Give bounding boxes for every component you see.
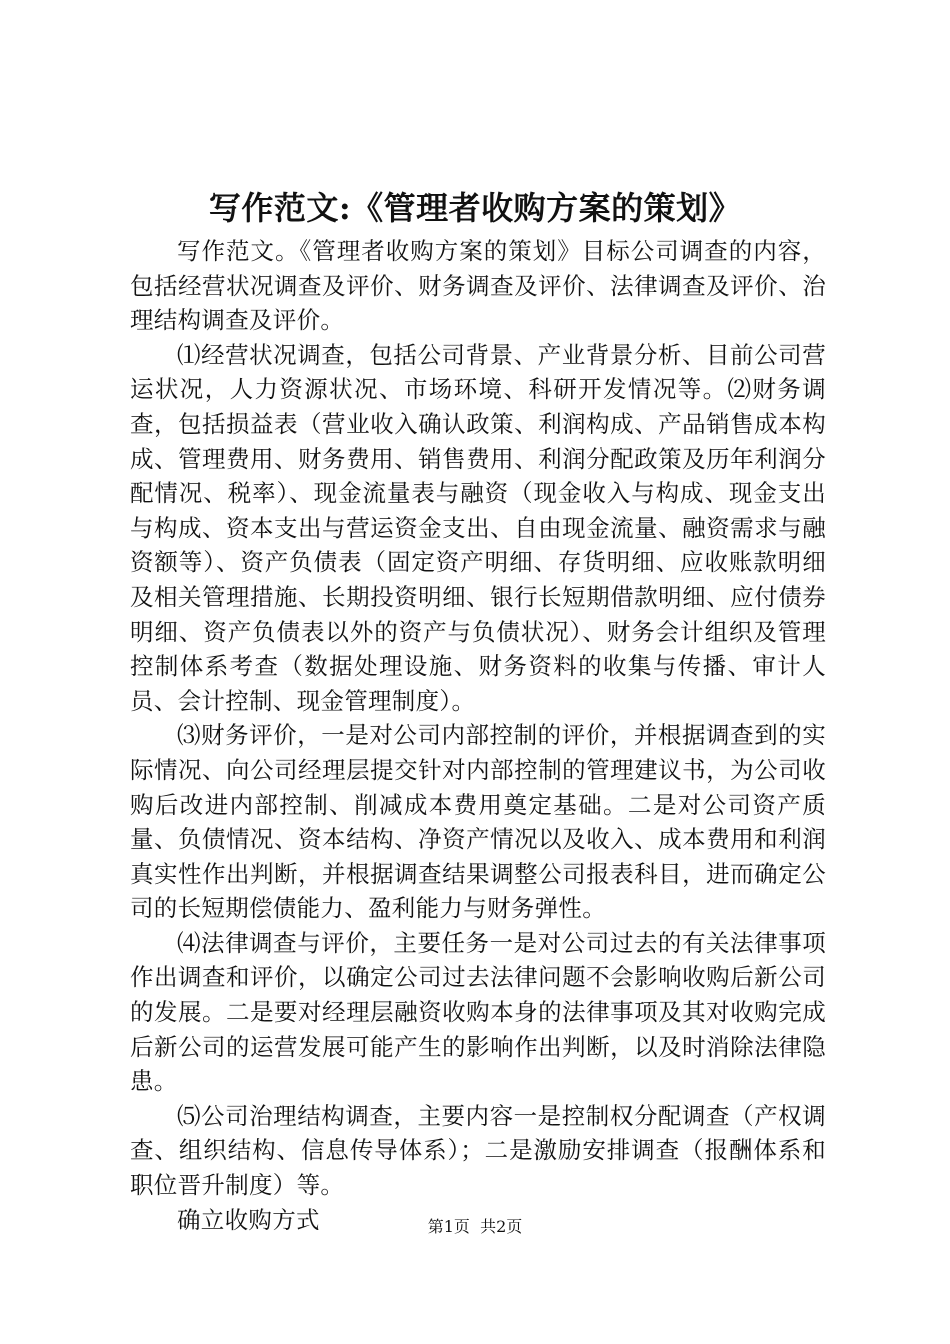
paragraph-governance-survey: ⑸公司治理结构调查，主要内容一是控制权分配调查（产权调查、组织结构、信息传导体系）；二是激励安排调查（报酬体系和职位晋升制度）等。	[130, 1101, 826, 1200]
document-title: 写作范文:《管理者收购方案的策划》	[208, 189, 742, 227]
paragraph-financial-evaluation: ⑶财务评价，一是对公司内部控制的评价，并根据调查到的实际情况、向公司经理层提交针对内部控制的管理建议书，为公司收购后改进内部控制、削减成本费用奠定基础。二是对公司资产质量、负债情况、资本结构、净资产情况以及收入、成本费用和利润真实性作出判断，并根据调查结果调整公司报表科目，进而确定公司的长短期偿债能力、盈利能力与财务弹性。	[130, 721, 826, 923]
document-body	[130, 234, 826, 1237]
paragraph-intro: 写作范文。《管理者收购方案的策划》目标公司调查的内容，包括经营状况调查及评价、财务调查及评价、法律调查及评价、治理结构调查及评价。	[130, 237, 826, 335]
paragraph-legal-survey: ⑷法律调查与评价，主要任务一是对公司过去的有关法律事项作出调查和评价，以确定公司过去法律问题不会影响收购后新公司的发展。二是要对经理层融资收购本身的法律事项及其对收购完成后新公司的运营发展可能产生的影响作出判断，以及时消除法律隐患。	[130, 928, 826, 1096]
page-number-footer: 第1页 共2页	[427, 1217, 523, 1236]
paragraph-acquisition-method: 确立收购方式	[177, 1205, 320, 1234]
paragraph-business-financial-survey: ⑴经营状况调查，包括公司背景、产业背景分析、目前公司营运状况，人力资源状况、市场环境、科研开发情况等。⑵财务调查，包括损益表（营业收入确认政策、利润构成、产品销售成本构成、管理费用、财务费用、销售费用、利润分配政策及历年利润分配情况、税率）、现金流量表与融资（现金收入与构成、现金支出与构成、资本支出与营运资金支出、自由现金流量、融资需求与融资额等）、资产负债表（固定资产明细、存货明细、应收账款明细及相关管理措施、长期投资明细、银行长短期借款明细、应付债券明细、资产负债表以外的资产与负债状况）、财务会计组织及管理控制体系考查（数据处理设施、财务资料的收集与传播、审计人员、会计控制、现金管理制度）。	[130, 340, 826, 715]
